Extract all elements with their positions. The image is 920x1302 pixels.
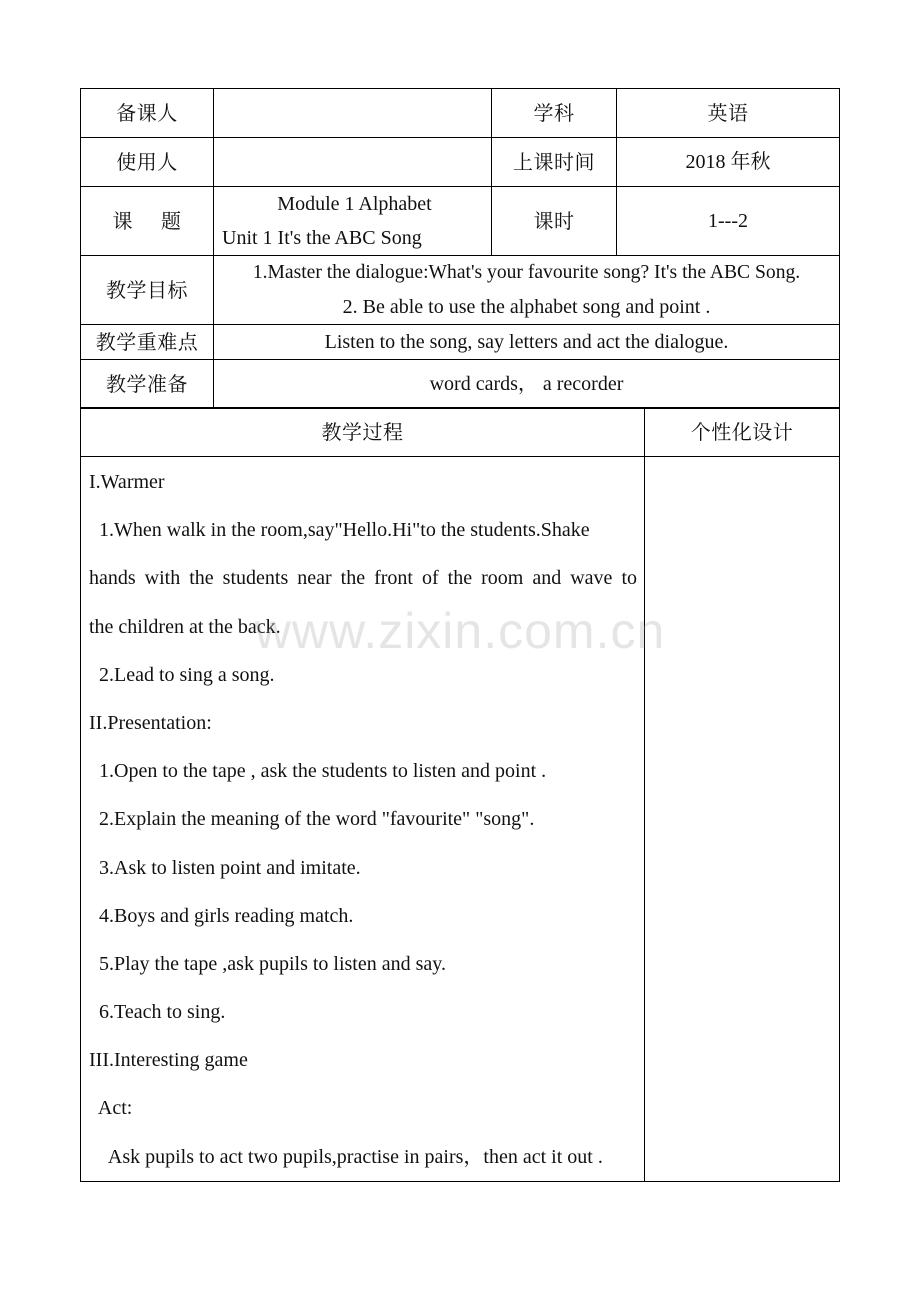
goal-value	[214, 256, 840, 325]
process-line: 4.Boys and girls reading match.	[89, 904, 354, 927]
goal-line-1: 1.Master the dialogue:What's your favourite song? It's the ABC Song.	[252, 262, 801, 283]
preparer-value	[214, 89, 492, 138]
topic-label-char-1: 课	[112, 208, 133, 233]
key-value: Listen to the song, say letters and act the dialogue.	[214, 325, 840, 360]
process-line: I.Warmer	[89, 471, 165, 493]
teaching-process-table	[80, 407, 840, 1182]
user-value	[214, 138, 492, 187]
process-line: 2.Explain the meaning of the word "favourite" "song".	[89, 808, 535, 831]
process-line: 5.Play the tape ,ask pupils to listen and say.	[89, 952, 446, 975]
goal-line-2: 2. Be able to use the alphabet song and point .	[342, 296, 711, 318]
topic-line-2: Unit 1 It's the ABC Song	[222, 227, 422, 249]
user-label: 使用人	[81, 138, 214, 187]
period-value: 1---2	[617, 187, 840, 256]
watermark-text: www.zixin.com.cn	[254, 603, 666, 659]
subject-value: 英语	[617, 89, 840, 138]
design-title: 个性化设计	[645, 408, 840, 457]
topic-label-char-2: 题	[161, 208, 182, 233]
process-line: 2.Lead to sing a song.	[89, 663, 275, 686]
subject-label: 学科	[492, 89, 617, 138]
preparer-label: 备课人	[81, 89, 214, 138]
process-title: 教学过程	[81, 408, 645, 457]
time-label: 上课时间	[492, 138, 617, 187]
process-line: II.Presentation:	[89, 711, 212, 734]
process-line: Ask pupils to act two pupils,practise in pairs，then act it out .	[89, 1145, 603, 1168]
process-line: hands with the students near the front of the room and wave to	[89, 567, 637, 590]
process-line: 6.Teach to sing.	[89, 1001, 226, 1024]
process-line: 3.Ask to listen point and imitate.	[89, 856, 361, 879]
process-line: Act:	[89, 1097, 133, 1120]
process-body	[81, 457, 645, 1182]
period-label: 课时	[492, 187, 617, 256]
goal-label: 教学目标	[81, 256, 214, 325]
lesson-info-table	[80, 88, 840, 409]
process-line: 1.When walk in the room,say"Hello.Hi"to the students.Shake	[89, 519, 590, 542]
prep-value: word cards， a recorder	[214, 360, 840, 409]
topic-value	[214, 187, 492, 256]
key-label: 教学重难点	[81, 325, 214, 360]
process-line: the children at the back.	[89, 615, 281, 638]
design-body	[645, 457, 840, 1182]
process-line: III.Interesting game	[89, 1049, 248, 1072]
topic-label	[81, 187, 214, 256]
time-value: 2018 年秋	[617, 138, 840, 187]
prep-label: 教学准备	[81, 360, 214, 409]
topic-line-1: Module 1 Alphabet	[277, 193, 432, 215]
process-line: 1.Open to the tape , ask the students to listen and point .	[89, 760, 547, 783]
